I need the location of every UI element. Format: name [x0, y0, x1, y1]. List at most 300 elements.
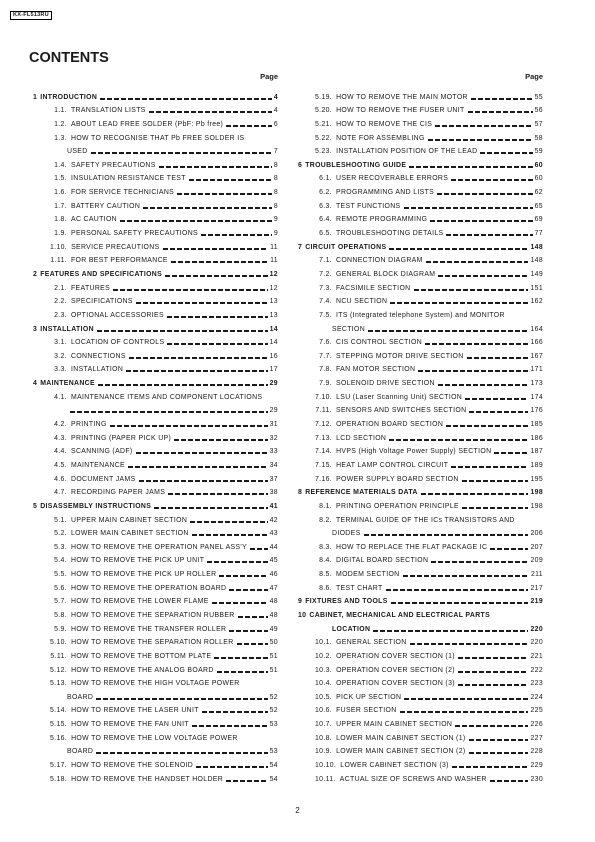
dot-leader: [238, 616, 268, 618]
dot-leader: [462, 507, 528, 509]
toc-entry[interactable]: [298, 224, 543, 238]
toc-entry-number: 8.6.: [319, 584, 332, 592]
dot-leader: [426, 261, 529, 263]
toc-entry[interactable]: [298, 238, 543, 252]
toc-entry[interactable]: [33, 293, 278, 307]
dot-leader: [126, 370, 267, 372]
toc-entry-number: 7.15.: [315, 461, 333, 469]
toc-entry-number: 2.2.: [54, 298, 67, 306]
toc-entry-label: SERVICE PRECAUTIONS: [71, 243, 160, 251]
toc-entry-page: 195: [530, 475, 543, 483]
toc-entry[interactable]: [33, 497, 278, 511]
toc-entry[interactable]: [298, 279, 543, 293]
toc-entry[interactable]: [33, 143, 278, 157]
toc-entry-number: 6: [298, 161, 303, 169]
toc-entry[interactable]: [33, 388, 278, 402]
toc-entry[interactable]: [298, 265, 543, 279]
toc-entry-number: 7: [298, 243, 303, 251]
toc-entry-page: 227: [530, 734, 543, 742]
toc-entry-number: 5.15.: [50, 721, 68, 729]
toc-entry-number: 4.6.: [54, 475, 67, 483]
toc-entry[interactable]: [298, 565, 543, 579]
toc-entry[interactable]: [33, 579, 278, 593]
toc-entry[interactable]: [33, 715, 278, 729]
toc-entry[interactable]: [33, 402, 278, 416]
dot-leader: [202, 711, 268, 713]
toc-entry[interactable]: [33, 429, 278, 443]
toc-entry-page: 41: [269, 502, 278, 510]
dot-leader: [386, 589, 529, 591]
toc-entry[interactable]: [298, 211, 543, 225]
toc-entry-label: CABINET, MECHANICAL AND ELECTRICAL PARTS: [309, 611, 491, 619]
dot-leader: [136, 452, 268, 454]
toc-entry-number: 5.5.: [54, 571, 67, 579]
toc-entry-page: 8: [273, 161, 278, 169]
toc-entry-page: 51: [269, 666, 278, 674]
toc-entry[interactable]: [298, 252, 543, 266]
dot-leader: [201, 234, 272, 236]
toc-entry-number: 1.2.: [54, 120, 67, 128]
toc-entry-page: 222: [530, 666, 543, 674]
toc-entry-number: 5.20.: [315, 107, 333, 115]
toc-entry-label: USED: [67, 148, 88, 156]
dot-leader: [490, 780, 529, 782]
toc-entry-label: TERMINAL GUIDE OF THE ICs TRANSISTORS AND: [336, 516, 515, 524]
toc-left-list: [33, 88, 278, 784]
toc-entry[interactable]: [298, 429, 543, 443]
toc-entry-page: 34: [269, 461, 278, 469]
toc-entry[interactable]: [33, 511, 278, 525]
toc-entry-label: TEST FUNCTIONS: [336, 202, 401, 210]
toc-entry[interactable]: [33, 224, 278, 238]
model-tag: KX-FL513RU: [10, 11, 52, 20]
toc-entry-label: ITS (Integrated telephone System) and MONITOR: [336, 311, 505, 319]
toc-entry-label: LCD SECTION: [336, 434, 387, 442]
toc-entry-page: 167: [530, 352, 543, 360]
dot-leader: [189, 179, 272, 181]
toc-entry[interactable]: [33, 470, 278, 484]
toc-entry[interactable]: [33, 415, 278, 429]
dot-leader: [390, 302, 528, 304]
toc-entry[interactable]: [298, 347, 543, 361]
toc-entry[interactable]: [33, 675, 278, 689]
toc-entry-page: 44: [269, 543, 278, 551]
toc-entry-number: 6.1.: [319, 175, 332, 183]
toc-entry-label: AC CAUTION: [71, 216, 117, 224]
toc-entry[interactable]: [33, 729, 278, 743]
dot-leader: [120, 220, 272, 222]
toc-entry[interactable]: [33, 770, 278, 784]
toc-entry-number: 2.3.: [54, 311, 67, 319]
toc-entry[interactable]: [298, 456, 543, 470]
toc-entry-page: 48: [269, 598, 278, 606]
dot-leader: [462, 480, 529, 482]
toc-entry-label: SPECIFICATIONS: [71, 298, 133, 306]
toc-entry[interactable]: [33, 647, 278, 661]
toc-entry[interactable]: [298, 374, 543, 388]
toc-entry-label: HOW TO REMOVE THE OPERATION PANEL ASS'Y: [71, 543, 248, 551]
toc-entry[interactable]: [33, 347, 278, 361]
toc-entry-label: REMOTE PROGRAMMING: [336, 216, 428, 224]
page-column-header: Page: [260, 72, 278, 81]
toc-entry-page: 185: [530, 421, 543, 429]
toc-entry-page: 217: [530, 584, 543, 592]
dot-leader: [98, 384, 268, 386]
toc-entry-label: PRINTING OPERATION PRINCIPLE: [336, 502, 459, 510]
toc-entry[interactable]: [298, 334, 543, 348]
toc-entry-number: 5.1.: [54, 516, 67, 524]
toc-entry-number: 10.7.: [315, 721, 333, 729]
toc-entry-number: 7.6.: [319, 339, 332, 347]
toc-entry-number: 1.11.: [50, 257, 67, 265]
dot-leader: [171, 261, 268, 263]
toc-entry-page: 48: [269, 611, 278, 619]
toc-entry-label: INSTALLATION: [40, 325, 94, 333]
toc-entry[interactable]: [298, 511, 543, 525]
toc-entry-label: LOWER MAIN CABINET SECTION: [71, 530, 189, 538]
toc-entry[interactable]: [298, 634, 543, 648]
dot-leader: [196, 766, 267, 768]
toc-entry[interactable]: [298, 497, 543, 511]
toc-entry[interactable]: [298, 593, 543, 607]
dot-leader: [409, 166, 532, 168]
toc-entry-number: 7.13.: [315, 434, 333, 442]
toc-entry[interactable]: [298, 538, 543, 552]
toc-entry[interactable]: [298, 183, 543, 197]
dot-leader: [113, 289, 268, 291]
toc-entry[interactable]: [33, 606, 278, 620]
toc-entry-label: REFERENCE MATERIALS DATA: [305, 489, 418, 497]
toc-entry[interactable]: [298, 402, 543, 416]
dot-leader: [430, 220, 532, 222]
toc-entry[interactable]: [298, 197, 543, 211]
dot-leader: [237, 643, 268, 645]
toc-entry-number: 10.11.: [315, 775, 336, 783]
toc-entry[interactable]: [298, 729, 543, 743]
toc-entry-page: 53: [269, 748, 278, 756]
toc-entry-number: 1.4.: [54, 161, 67, 169]
toc-entry[interactable]: [298, 675, 543, 689]
toc-entry[interactable]: [298, 756, 543, 770]
toc-entry-label: TRANSLATION LISTS: [71, 107, 146, 115]
toc-entry-label: MAINTENANCE: [71, 461, 126, 469]
dot-leader: [469, 752, 529, 754]
dot-leader: [207, 561, 267, 563]
toc-entry[interactable]: [298, 702, 543, 716]
toc-entry-page: 171: [530, 366, 543, 374]
toc-entry-number: 5.23.: [315, 148, 333, 156]
toc-entry-page: 174: [530, 393, 543, 401]
toc-entry-page: 29: [269, 407, 278, 415]
page-title: CONTENTS: [29, 50, 109, 66]
toc-entry-page: 54: [269, 775, 278, 783]
dot-leader: [421, 493, 529, 495]
toc-entry[interactable]: [298, 115, 543, 129]
toc-entry-number: 7.11.: [315, 407, 332, 415]
toc-entry-number: 3: [33, 325, 38, 333]
toc-entry-number: 4.5.: [54, 461, 67, 469]
toc-entry-label: OPERATION COVER SECTION (1): [336, 652, 455, 660]
toc-entry-number: 1.7.: [54, 202, 67, 210]
toc-entry-page: 55: [534, 93, 543, 101]
toc-entry-page: 220: [530, 625, 543, 633]
dot-leader: [469, 411, 528, 413]
toc-entry[interactable]: [33, 620, 278, 634]
toc-entry[interactable]: [298, 361, 543, 375]
toc-entry[interactable]: [298, 715, 543, 729]
toc-entry-label: FOR BEST PERFORMANCE: [71, 257, 168, 265]
toc-entry[interactable]: [33, 565, 278, 579]
toc-entry[interactable]: [33, 211, 278, 225]
toc-entry-page: 12: [269, 284, 278, 292]
toc-entry-number: 6.5.: [319, 230, 332, 238]
toc-entry[interactable]: [33, 456, 278, 470]
dot-leader: [494, 452, 528, 454]
toc-entry[interactable]: [33, 484, 278, 498]
toc-entry-page: 9: [273, 230, 278, 238]
toc-entry[interactable]: [298, 129, 543, 143]
dot-leader: [217, 671, 268, 673]
toc-entry-number: 5.18.: [50, 775, 68, 783]
toc-entry[interactable]: [33, 443, 278, 457]
toc-entry-label: LOCATION OF CONTROLS: [71, 339, 165, 347]
dot-leader: [226, 780, 268, 782]
dot-leader: [167, 316, 268, 318]
toc-entry-label: HOW TO REMOVE THE CIS: [336, 120, 433, 128]
toc-entry-page: 151: [530, 284, 543, 292]
toc-entry[interactable]: [33, 525, 278, 539]
toc-entry[interactable]: [298, 388, 543, 402]
toc-entry-number: 7.14.: [315, 448, 333, 456]
toc-entry[interactable]: [33, 702, 278, 716]
toc-entry[interactable]: [298, 293, 543, 307]
toc-entry-number: 7.3.: [319, 284, 332, 292]
toc-entry[interactable]: [298, 484, 543, 498]
toc-entry[interactable]: [33, 320, 278, 334]
toc-entry-number: 5.3.: [54, 543, 67, 551]
toc-entry[interactable]: [33, 538, 278, 552]
toc-entry-page: 47: [269, 584, 278, 592]
dot-leader: [465, 398, 528, 400]
toc-entry-label: HOW TO REMOVE THE BOTTOM PLATE: [71, 652, 212, 660]
toc-entry-number: 10.10.: [315, 762, 337, 770]
dot-leader: [425, 343, 528, 345]
toc-entry-page: 42: [269, 516, 278, 524]
toc-entry-page: 31: [269, 421, 278, 429]
dot-leader: [410, 643, 529, 645]
dot-leader: [490, 548, 528, 550]
toc-entry-number: 8: [298, 489, 303, 497]
dot-leader: [469, 739, 529, 741]
toc-entry-number: 7.12.: [315, 421, 333, 429]
toc-entry[interactable]: [298, 143, 543, 157]
toc-entry[interactable]: [298, 743, 543, 757]
dot-leader: [97, 330, 268, 332]
toc-entry[interactable]: [298, 661, 543, 675]
toc-entry-number: 10.6.: [315, 707, 333, 715]
toc-entry-number: 5.14.: [50, 707, 68, 715]
toc-entry-number: 8.4.: [319, 557, 332, 565]
toc-entry-label: LOWER CABINET SECTION (3): [340, 762, 449, 770]
toc-entry-page: 207: [530, 543, 543, 551]
toc-entry[interactable]: [33, 279, 278, 293]
toc-entry-number: 4: [33, 380, 38, 388]
toc-entry-number: 2: [33, 270, 38, 278]
toc-entry[interactable]: [33, 361, 278, 375]
toc-entry-number: 7.8.: [319, 366, 332, 374]
dot-leader: [403, 575, 529, 577]
dot-leader: [480, 152, 532, 154]
toc-entry-page: 38: [269, 489, 278, 497]
toc-entry-label: STEPPING MOTOR DRIVE SECTION: [336, 352, 464, 360]
dot-leader: [96, 752, 267, 754]
toc-entry-page: 198: [530, 502, 543, 510]
toc-entry-page: 52: [269, 693, 278, 701]
toc-entry[interactable]: [298, 579, 543, 593]
dot-leader: [229, 630, 267, 632]
toc-entry-number: 7.4.: [319, 298, 332, 306]
toc-entry[interactable]: [298, 688, 543, 702]
toc-entry-label: HOW TO REMOVE THE SEPARATION ROLLER: [71, 639, 234, 647]
toc-entry-label: SOLENOID DRIVE SECTION: [336, 380, 435, 388]
toc-entry-label: OPERATION COVER SECTION (2): [336, 666, 455, 674]
toc-entry[interactable]: [298, 443, 543, 457]
toc-entry-number: 5.21.: [315, 120, 333, 128]
toc-entry-page: 6: [273, 120, 278, 128]
toc-entry-label: HOW TO REPLACE THE FLAT PACKAGE IC: [336, 543, 488, 551]
toc-entry-number: 8.1.: [319, 502, 332, 510]
toc-entry-label: BATTERY CAUTION: [71, 202, 141, 210]
toc-entry[interactable]: [33, 252, 278, 266]
dot-leader: [428, 139, 533, 141]
toc-entry-page: 59: [534, 148, 543, 156]
toc-entry[interactable]: [33, 661, 278, 675]
toc-entry[interactable]: [298, 525, 543, 539]
toc-entry-page: 211: [530, 571, 543, 579]
dot-leader: [438, 275, 528, 277]
toc-entry-label: HOW TO REMOVE THE FUSER UNIT: [336, 107, 465, 115]
toc-entry[interactable]: [33, 688, 278, 702]
toc-entry-number: 1.10.: [50, 243, 68, 251]
toc-entry-page: 149: [530, 270, 543, 278]
toc-entry-page: 7: [273, 148, 278, 156]
toc-entry-page: 173: [530, 380, 543, 388]
toc-entry-label: HOW TO REMOVE THE PICK UP ROLLER: [71, 571, 217, 579]
toc-entry-label: PROGRAMMING AND LISTS: [336, 189, 435, 197]
toc-entry-page: 187: [530, 448, 543, 456]
toc-entry-label: HOW TO REMOVE THE FAN UNIT: [71, 721, 189, 729]
dot-leader: [136, 302, 268, 304]
toc-entry[interactable]: [33, 115, 278, 129]
toc-entry[interactable]: [298, 102, 543, 116]
toc-entry-label: UPPER MAIN CABINET SECTION: [71, 516, 188, 524]
toc-entry[interactable]: [33, 238, 278, 252]
dot-leader: [364, 534, 529, 536]
toc-entry-number: 7.2.: [319, 270, 332, 278]
toc-entry-page: 13: [269, 298, 278, 306]
toc-entry[interactable]: [298, 647, 543, 661]
toc-entry-page: 12: [269, 270, 278, 278]
toc-entry[interactable]: [298, 552, 543, 566]
dot-leader: [190, 521, 267, 523]
toc-entry[interactable]: [298, 170, 543, 184]
toc-entry[interactable]: [33, 183, 278, 197]
toc-entry[interactable]: [33, 88, 278, 102]
toc-entry-label: INSTALLATION: [71, 366, 124, 374]
toc-entry[interactable]: [33, 634, 278, 648]
dot-leader: [110, 425, 268, 427]
toc-entry[interactable]: [33, 129, 278, 143]
toc-entry[interactable]: [33, 374, 278, 388]
toc-entry-label: CIS CONTROL SECTION: [336, 339, 423, 347]
toc-entry-number: 4.3.: [54, 434, 67, 442]
toc-entry[interactable]: [33, 593, 278, 607]
toc-entry[interactable]: [33, 170, 278, 184]
toc-right-column: [298, 71, 543, 784]
toc-entry-number: 5.19.: [315, 93, 333, 101]
toc-entry-number: 10.1.: [315, 639, 333, 647]
toc-entry[interactable]: [33, 197, 278, 211]
toc-entry[interactable]: [33, 265, 278, 279]
toc-entry-number: 7.9.: [319, 380, 332, 388]
toc-entry-number: 1.1.: [54, 107, 67, 115]
toc-entry[interactable]: [298, 415, 543, 429]
toc-entry-label: INSTALLATION POSITION OF THE LEAD: [336, 148, 478, 156]
toc-entry-page: 46: [269, 571, 278, 579]
toc-entry[interactable]: [33, 102, 278, 116]
toc-entry[interactable]: [33, 306, 278, 320]
dot-leader: [414, 289, 529, 291]
toc-entry-number: 5.2.: [54, 530, 67, 538]
toc-entry[interactable]: [33, 743, 278, 757]
toc-entry-page: 49: [269, 625, 278, 633]
toc-entry-page: 148: [530, 243, 543, 251]
toc-entry-number: 5.4.: [54, 557, 67, 565]
toc-entry[interactable]: [298, 606, 543, 620]
toc-entry[interactable]: [298, 306, 543, 320]
toc-entry-number: 5.8.: [54, 611, 67, 619]
toc-entry-number: 4.1.: [54, 393, 67, 401]
dot-leader: [452, 766, 529, 768]
toc-entry-page: 51: [269, 652, 278, 660]
toc-entry[interactable]: [33, 756, 278, 770]
toc-entry-label: DIODES: [332, 530, 361, 538]
toc-entry[interactable]: [33, 552, 278, 566]
toc-entry[interactable]: [298, 320, 543, 334]
toc-entry[interactable]: [298, 770, 543, 784]
toc-entry-page: 11: [270, 257, 278, 265]
toc-entry[interactable]: [298, 156, 543, 170]
dot-leader: [431, 561, 528, 563]
toc-entry-number: 1.9.: [54, 230, 67, 238]
toc-entry-number: 8.3.: [319, 543, 332, 551]
toc-entry-number: 1.8.: [54, 216, 67, 224]
toc-entry[interactable]: [33, 156, 278, 170]
dot-leader: [404, 698, 528, 700]
toc-entry-number: 5.10.: [50, 639, 68, 647]
toc-entry-label: FUSER SECTION: [336, 707, 397, 715]
toc-entry[interactable]: [298, 620, 543, 634]
toc-entry-label: CONNECTION DIAGRAM: [336, 257, 423, 265]
toc-entry-label: SENSORS AND SWITCHES SECTION: [336, 407, 467, 415]
dot-leader: [70, 411, 268, 413]
toc-entry-number: 5.12.: [50, 666, 68, 674]
dot-leader: [159, 166, 272, 168]
toc-entry-label: TROUBLESHOOTING DETAILS: [336, 230, 444, 238]
toc-entry[interactable]: [33, 334, 278, 348]
toc-entry[interactable]: [298, 470, 543, 484]
toc-entry[interactable]: [298, 88, 543, 102]
